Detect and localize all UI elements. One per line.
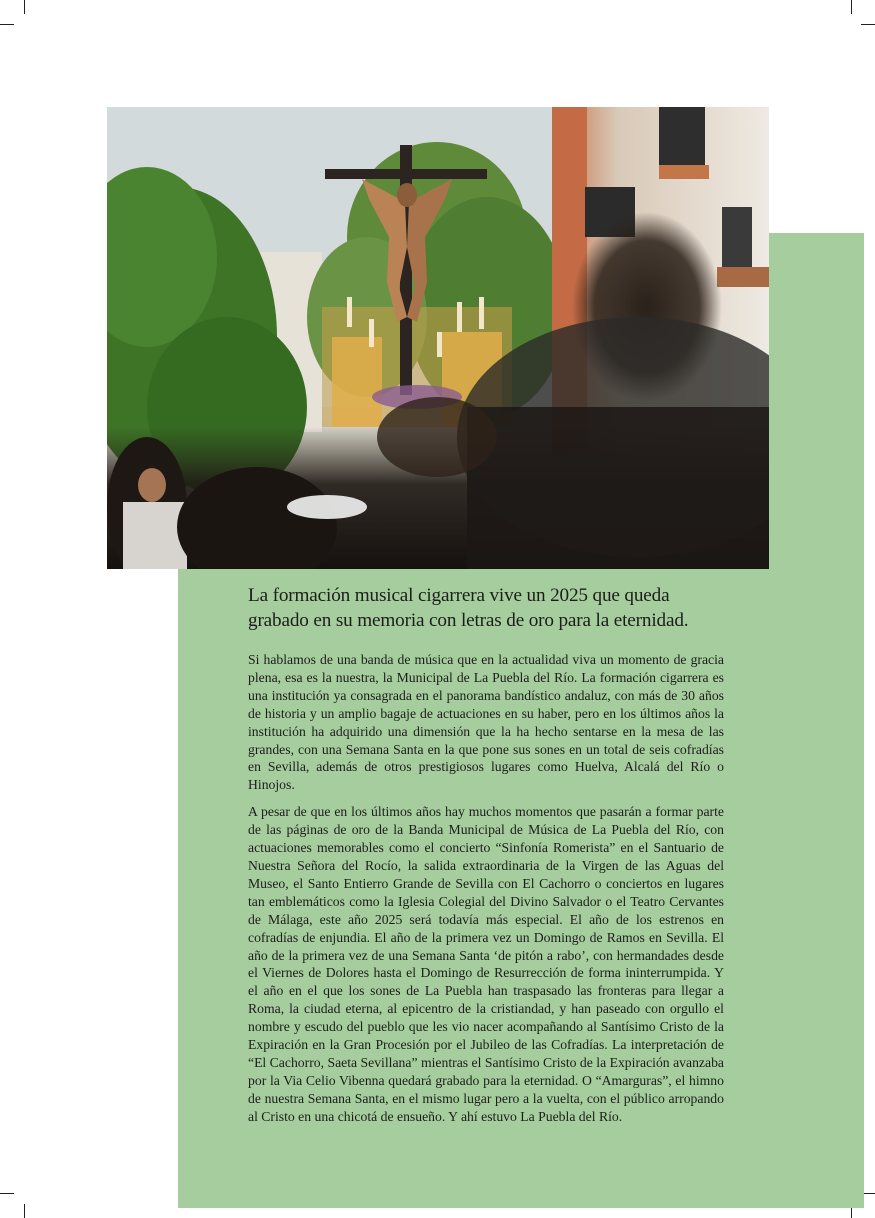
article-paragraph-1: Si hablamos de una banda de música que en la actualidad viva un momento de gracia plena, esa es la nuestra, la Municipal de La Puebla del Río. La formación cigarrera es una institución ya consagrada en el panorama bandístico andaluz, con más de 30 años de historia y un amplio bagaje de actuaciones en su haber, pero en los últimos años la institución ha adquirido una dimensión que la ha hecho sentarse en la mesa de las grandes, con una Semana Santa en la que pone sus sones en un total de seis cofradías en Sevilla, además de otros prestigiosos lugares como Huelva, Alcalá del Río o Hinojos.	[248, 652, 724, 793]
article-headline: La formación musical cigarrera vive un 2025 que queda grabado en su memoria con letras de oro para la eternidad.	[248, 585, 689, 631]
crop-mark-bottom-left	[24, 1204, 25, 1218]
article-text-block	[248, 583, 724, 1135]
crop-mark-top-right	[851, 0, 852, 14]
crop-mark-top-left-h	[0, 24, 14, 25]
crop-mark-bottom-left-h	[0, 1193, 14, 1194]
procession-photo-illustration	[107, 107, 769, 569]
crop-mark-top-right-h	[861, 24, 875, 25]
article-paragraph-2: A pesar de que en los últimos años hay muchos momentos que pasarán a formar parte de las páginas de oro de la Banda Municipal de Música de La Puebla del Río, con actuaciones memorables como el concierto “Sinfonía Romerista” en el Santuario de Nuestra Señora del Rocío, la salida extraordinaria de la Virgen de las Aguas del Museo, el Santo Entierro Grande de Sevilla con El Cachorro o conciertos en lugares tan emblemáticos como la Iglesia Colegial del Divino Salvador o el Teatro Cervantes de Málaga, este año 2025 será todavía más especial. El año de los estrenos en cofradías de enjundia. El año de la primera vez un Domingo de Ramos en Sevilla. El año de la primera vez de una Semana Santa ‘de pitón a rabo’, con hermandades desde el Viernes de Dolores hasta el Domingo de Resurrección de forma ininterrumpida. Y el año en el que los sones de La Puebla han traspasado las fronteras para llegar a Roma, la ciudad eterna, al epicentro de la cristiandad, y han paseado con orgullo el nombre y escudo del pueblo que les vio nacer acompañando al Santísimo Cristo de la Expiración en la Gran Procesión por el Jubileo de las Cofradías. La interpretación de “El Cachorro, Saeta Sevillana” mientras el Santísimo Cristo de la Expiración avanzaba por la Via Celio Vibenna quedará grabado para la eternidad. O “Amarguras”, el himno de nuestra Semana Santa, en el mismo lugar pero a la vuelta, con el público arropando al Cristo en una chicotá de ensueño. Y ahí estuvo La Puebla del Río.	[248, 804, 724, 1124]
crop-mark-top-left	[24, 0, 25, 14]
procession-photo	[107, 107, 769, 569]
